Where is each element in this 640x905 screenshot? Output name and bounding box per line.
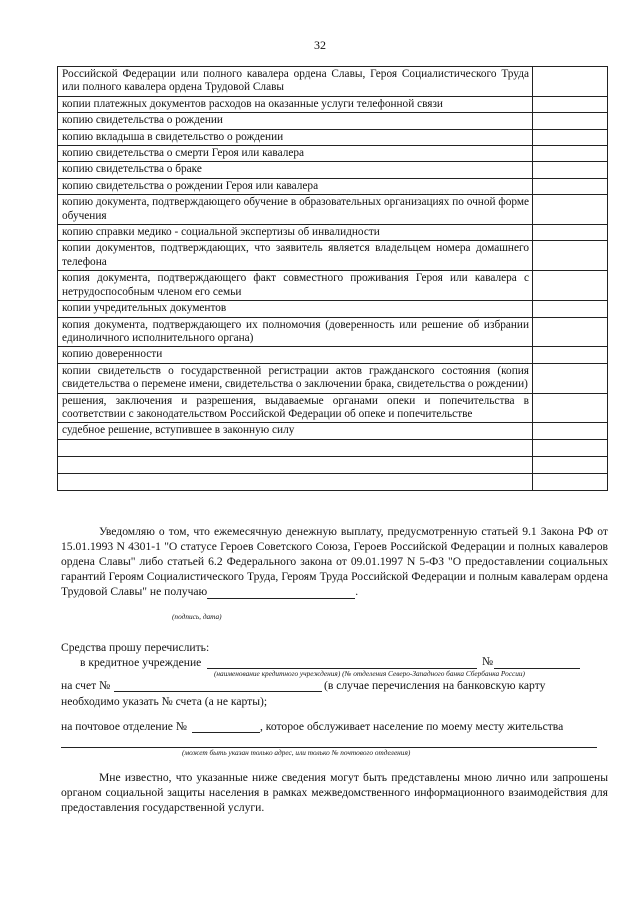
mark-cell[interactable]: [533, 113, 608, 129]
account-number-line[interactable]: [114, 691, 322, 692]
account-label: на счет №: [61, 679, 111, 692]
mark-cell[interactable]: [533, 146, 608, 162]
info-paragraph: Мне известно, что указанные ниже сведения могут быть представлены мною лично или запрошены органом социальной защиты населения в рамках межведомственного информационного взаимодействия для предоставления государственной услуги.: [61, 771, 608, 814]
documents-table: [57, 66, 608, 491]
mark-cell[interactable]: [533, 347, 608, 363]
table-row: [58, 317, 608, 347]
document-cell: копия документа, подтверждающего факт совместного проживания Героя или кавалера с нетрудоспособным членом его семьи: [58, 271, 533, 301]
document-cell: копию вкладыша в свидетельство о рождении: [58, 129, 533, 145]
table-row: [58, 301, 608, 317]
table-row: [58, 347, 608, 363]
mark-cell[interactable]: [533, 178, 608, 194]
table-row: [58, 113, 608, 129]
bank-caption: (наименование кредитного учреждения) (№ отделения Северо-Западного банка Сбербанка России): [214, 669, 525, 678]
mark-cell[interactable]: [533, 473, 608, 490]
document-cell: копию свидетельства о рождении Героя или кавалера: [58, 178, 533, 194]
mark-cell[interactable]: [533, 162, 608, 178]
account-note-2: необходимо указать № счета (а не карты);: [61, 695, 268, 708]
table-row: [58, 393, 608, 423]
table-row: [58, 363, 608, 393]
mark-cell[interactable]: [533, 317, 608, 347]
mark-cell[interactable]: [533, 363, 608, 393]
bank-number-sign: №: [482, 655, 494, 668]
document-cell: Российской Федерации или полного кавалера ордена Славы, Героя Социалистического Труда или полного кавалера ордена Трудовой Славы: [58, 67, 533, 97]
document-cell: копию свидетельства о смерти Героя или кавалера: [58, 146, 533, 162]
notice-text: Уведомляю о том, что ежемесячную денежную выплату, предусмотренную статьей 9.1 Закона РФ от 15.01.1993 N 4301-1 "О статусе Героев Советского Союза, Героев Российской Федерации и полных кавалеров ордена Славы" либо статьей 6.2 Федерального закона от 09.01.1997 N 5-ФЗ "О предоставлении социальных гарантий Героям Социалистического Труда, Героям Труда Российской Федерации и полным кавалерам ордена Трудовой Славы" не получаю: [61, 525, 608, 598]
post-note: , которое обслуживает население по моему месту жительства: [260, 720, 564, 733]
page-number: 32: [314, 38, 326, 52]
document-cell: [58, 456, 533, 473]
mark-cell[interactable]: [533, 96, 608, 112]
table-row: [58, 129, 608, 145]
document-cell: копии платежных документов расходов на оказанные услуги телефонной связи: [58, 96, 533, 112]
document-cell: копии учредительных документов: [58, 301, 533, 317]
post-caption: (может быть указан только адрес, или только № почтового отделения): [182, 748, 411, 757]
post-label: на почтовое отделение №: [61, 720, 187, 733]
document-cell: копии свидетельств о государственной регистрации актов гражданского состояния (копия свидетельства о перемене имени, свидетельства о заключении брака, свидетельства о рождении): [58, 363, 533, 393]
account-note: (в случае перечисления на банковскую карту: [324, 679, 546, 692]
documents-table-body: [58, 67, 608, 491]
mark-cell[interactable]: [533, 301, 608, 317]
document-cell: [58, 439, 533, 456]
document-cell: копию документа, подтверждающего обучение в образовательных организациях по очной форме обучения: [58, 195, 533, 225]
table-row: [58, 473, 608, 490]
document-cell: копию доверенности: [58, 347, 533, 363]
document-cell: копию справки медико - социальной экспертизы об инвалидности: [58, 225, 533, 241]
table-row: [58, 162, 608, 178]
document-cell: копии документов, подтверждающих, что заявитель является владельцем номера домашнего телефона: [58, 241, 533, 271]
table-row: [58, 456, 608, 473]
post-office-line[interactable]: [192, 732, 260, 733]
document-cell: [58, 473, 533, 490]
table-row: [58, 96, 608, 112]
table-row: [58, 241, 608, 271]
table-row: [58, 178, 608, 194]
table-row: [58, 225, 608, 241]
document-cell: копию свидетельства о браке: [58, 162, 533, 178]
mark-cell[interactable]: [533, 129, 608, 145]
notice-paragraph: [61, 524, 608, 599]
table-row: [58, 439, 608, 456]
mark-cell[interactable]: [533, 195, 608, 225]
document-cell: копию свидетельства о рождении: [58, 113, 533, 129]
table-row: [58, 271, 608, 301]
document-cell: копия документа, подтверждающего их полномочия (доверенность или решение об избрании единоличного исполнительного органа): [58, 317, 533, 347]
table-row: [58, 195, 608, 225]
signature-caption: (подпись, дата): [172, 612, 222, 621]
signature-line[interactable]: [207, 586, 355, 599]
mark-cell[interactable]: [533, 456, 608, 473]
document-cell: решения, заключения и разрешения, выдаваемые органами опеки и попечительства в соответствии с законодательством Российской Федерации об опеке и попечительстве: [58, 393, 533, 423]
mark-cell[interactable]: [533, 241, 608, 271]
table-row: [58, 146, 608, 162]
table-row: [58, 67, 608, 97]
table-row: [58, 423, 608, 439]
mark-cell[interactable]: [533, 225, 608, 241]
mark-cell[interactable]: [533, 271, 608, 301]
transfer-title: Средства прошу перечислить:: [61, 641, 210, 654]
notice-end: .: [355, 585, 359, 598]
mark-cell[interactable]: [533, 67, 608, 97]
mark-cell[interactable]: [533, 393, 608, 423]
document-cell: судебное решение, вступившее в законную силу: [58, 423, 533, 439]
mark-cell[interactable]: [533, 423, 608, 439]
mark-cell[interactable]: [533, 439, 608, 456]
bank-label: в кредитное учреждение: [80, 656, 202, 669]
